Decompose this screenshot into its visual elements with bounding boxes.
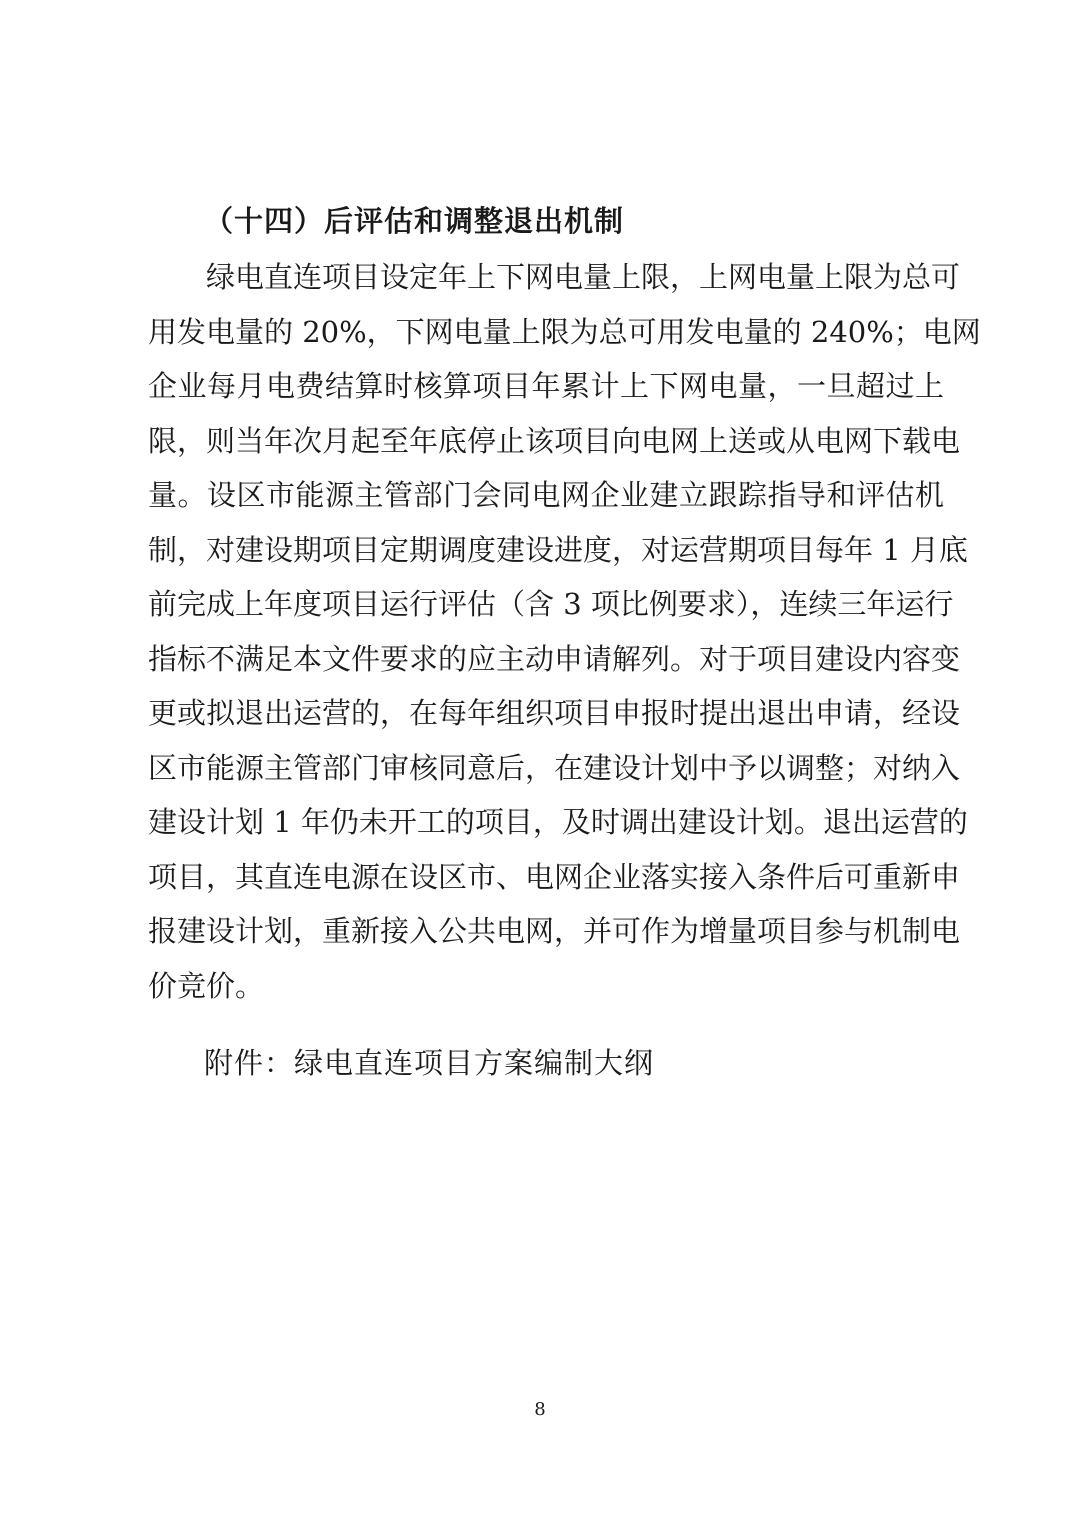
paragraph-line: 前完成上年度项目运行评估（含 3 项比例要求），连续三年运行 [148, 587, 954, 621]
body-paragraph [148, 254, 981, 1017]
paragraph-line: 限，则当年次月起至年底停止该项目向电网上送或从电网下载电 [148, 423, 961, 458]
attachment-note: 附件：绿电直连项目方案编制大纲 [204, 1046, 655, 1080]
paragraph-line: 价竞价。 [148, 968, 265, 1003]
paragraph-line: 区市能源主管部门审核同意后，在建设计划中予以调整；对纳入 [148, 750, 961, 785]
paragraph-line: 企业每月电费结算时核算项目年累计上下网电量，一旦超过上 [148, 369, 944, 403]
paragraph-line: 建设计划 1 年仍未开工的项目，及时调出建设计划。退出运营的 [148, 805, 968, 839]
paragraph-line: 指标不满足本文件要求的应主动申请解列。对于项目建设内容变 [148, 641, 961, 676]
paragraph-line: 用发电量的 20%，下网电量上限为总可用发电量的 240%；电网 [148, 314, 981, 349]
paragraph-line: 项目，其直连电源在设区市、电网企业落实接入条件后可重新申 [148, 859, 961, 894]
paragraph-line: 制，对建设期项目定期调度建设进度，对运营期项目每年 1 月底 [148, 532, 968, 567]
paragraph-line: 绿电直连项目设定年上下网电量上限，上网电量上限为总可 [148, 260, 961, 294]
page-number: 8 [534, 1399, 546, 1420]
paragraph-line: 更或拟退出运营的，在每年组织项目申报时提出退出申请，经设 [148, 696, 961, 730]
paragraph-line: 量。设区市能源主管部门会同电网企业建立跟踪指导和评估机 [148, 478, 944, 512]
paragraph-line: 报建设计划，重新接入公共电网，并可作为增量项目参与机制电 [148, 914, 961, 948]
section-heading: （十四）后评估和调整退出机制 [204, 204, 625, 238]
